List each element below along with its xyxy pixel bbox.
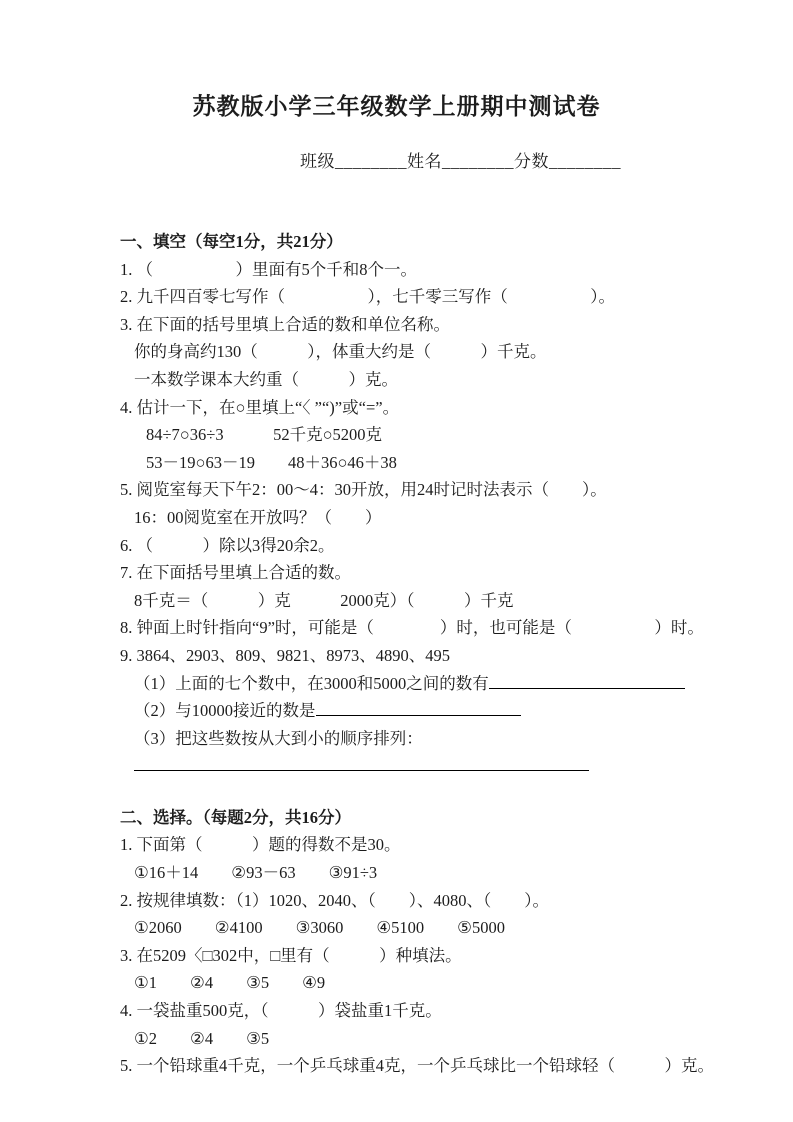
fill-q9-sub2 [120,697,757,725]
fill-q9-sub1-text: （1）上面的七个数中，在3000和5000之间的数有 [134,673,489,693]
choice-q1: 1. 下面第（ ）题的得数不是30。 [120,835,401,855]
fill-q8: 8. 钟面上时针指向“9”时，可能是（ ）时，也可能是（ ）时。 [120,618,704,638]
fill-q3: 3. 在下面的括号里填上合适的数和单位名称。 [120,314,450,334]
fill-q9-sub1 [120,670,757,698]
fill-q3-line-b: 一本数学课本大约重（ ）克。 [134,369,398,389]
fill-q7: 7. 在下面括号里填上合适的数。 [120,563,351,583]
fill-q9: 9. 3864、2903、809、9821、8973、4890、495 [120,645,450,665]
fill-q4-expressions-2: 53－19○63－19 48＋36○46＋38 [146,452,397,472]
fill-q4-expressions-1: 84÷7○36÷3 52千克○5200克 [146,425,383,445]
choice-q2: 2. 按规律填数：（1）1020、2040、（ ）、4080、（ ）。 [120,890,549,910]
fill-q9-sub2-text: （2）与10000接近的数是 [134,701,316,721]
fill-q9-sub3: （3）把这些数按从大到小的顺序排列： [134,728,423,748]
choice-q1-options: ①16＋14 ②93－63 ③91÷3 [134,863,378,883]
answer-blank [134,756,589,771]
fill-q7-line-a: 8千克＝（ ）克 2000克）（ ）千克 [134,590,514,610]
fill-q5: 5. 阅览室每天下午2：00～4：30开放，用24时记时法表示（ ）。 [120,480,607,500]
choice-q4-options: ①2 ②4 ③5 [134,1028,270,1048]
fill-q2: 2. 九千四百零七写作（ ），七千零三写作（ ）。 [120,287,615,307]
fill-q5-line-a: 16：00阅览室在开放吗？（ ） [134,507,382,527]
page-title: 苏教版小学三年级数学上册期中测试卷 [192,94,601,119]
fill-q3-line-a: 你的身高约130（ ），体重大约是（ ）千克。 [134,342,547,362]
fill-q9-sub3-answer-line [120,752,757,780]
section-fill-heading: 一、填空（每空1分，共21分） [120,232,343,251]
fill-q4: 4. 估计一下，在○里填上“〈 ”“)”或“=”。 [120,397,400,417]
choice-q3-options: ①1 ②4 ③5 ④9 [134,973,326,993]
exam-body [120,228,757,1080]
choice-q4: 4. 一袋盐重500克，（ ）袋盐重1千克。 [120,1001,442,1021]
fill-q6: 6. （ ）除以3得20余2。 [120,535,335,555]
fill-q1: 1. （ ）里面有5个千和8个一。 [120,259,417,279]
choice-q2-options: ①2060 ②4100 ③3060 ④5100 ⑤5000 [134,918,505,938]
choice-q3: 3. 在5209〈□302中，□里有（ ）种填法。 [120,945,462,965]
answer-blank [489,674,685,689]
student-info-line: 班级________姓名________分数________ [300,152,621,171]
answer-blank [316,701,521,716]
choice-q5: 5. 一个铅球重4千克，一个乒乓球重4克，一个乒乓球比一个铅球轻（ ）克。 [120,1056,714,1076]
section-choice-heading: 二、选择。（每题2分，共16分） [120,807,351,827]
